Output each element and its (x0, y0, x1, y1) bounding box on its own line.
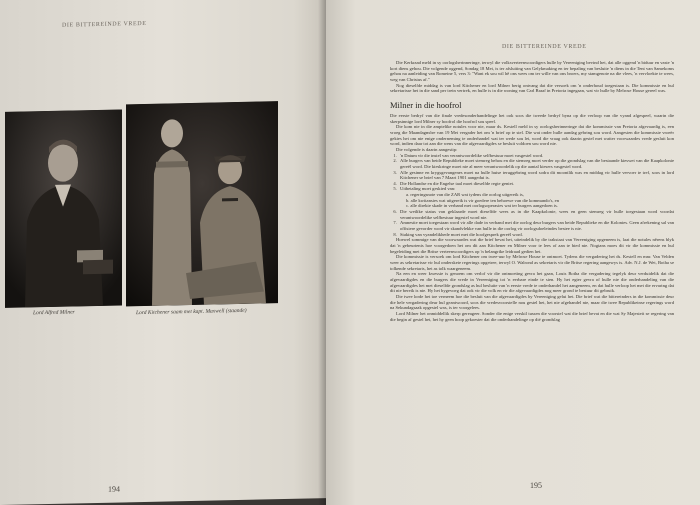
sub-list-item: b. alle kwitansies wat uitgereik is vir goedere ten behoewe van die kommando's, en (406, 197, 560, 203)
list-item: 8. Staking van vyandelikhede moet met die hoofgesprek gereël word. (398, 232, 674, 238)
sub-list-item: c. alle direkte skade in verband met oorlogsoperasies wat ter burgers aangedoen is. (406, 203, 558, 209)
section-heading: Milner in die hoofrol (390, 99, 462, 110)
paragraph: Die Kerkraad meld in sy oorlogsherinneringe, terwyl die volksverteenwoordigers hulle by Vereeniging bevind het, dat alle oggend 'n biduur en vaste 'n kort diens gehou. Die volgende oggend, Sondag 18 Mei, is ter afsluiting van Gelykmaking en ter bepaling van besluite 'n diens in die Tent van Samekoms gehou na aanleiding van Romeine 5, vers 3: "Want ek sou wil hê ons wees om ter wille van ons broers, my stamgenote na die vlees, 'n vervloekte te wees, weg van Christus af." (390, 60, 674, 82)
paragraph: Die kom nie in die amptelike notules voor nie, maar ds. Kestell meld in sy oorlogsherinneringe dat die kommissie van Pretoria afgevaardig is, een vroeg die Maandagmôre van 19 Mei vergader het om 'n brief op te stel. Die wat onder hulle aandag gebring sou word. Aangesien die kommissie vroeër gekies het om nie enige onderneming te onderhandel wat ter wede sou lei, word die vraag ook daarin gestel met watter voorwaardes vrede gesluit kon word, indien daar tot aan die wens van die afgevaardigdes se besluit voldoen sou word nie. (390, 124, 674, 147)
paragraph: Die volgende is daarin aangestip: (396, 146, 458, 152)
list-item: 2. Alle burgers van beide Republieke moet stemreg behou en die stemreg moet verder op die grondslag van die bestaande kieswet van die Kaapkolonie gereël word. Die kieskringe moet nie al meer verantwoordelik op die aantal kiesers vasgestel word. (398, 158, 674, 169)
list-item (398, 186, 674, 209)
portrait-kitchener-image (126, 101, 278, 306)
running-head-right: DIE BITTEREINDE VREDE (502, 44, 587, 50)
body-text (390, 60, 674, 322)
paragraph: Die eerste bedryf van die finale vredesonderhandelinge het ook soos die tweede bedryf byna op die verloop van die vyand afgespeel, waarin die skerpsinnige lord Milner sy hoofrol die hoofrol sou speel. (390, 112, 674, 124)
list-item: 1. 'n Datum vir die instel van verantwoordelike selfbestuur moet vasgestel word. (398, 153, 674, 159)
list-item: 4. Die Hollandse en die Engelse taal moet dieselfde regte geniet. (398, 181, 674, 187)
caption-milner: Lord Alfred Milner (33, 309, 75, 317)
sub-list-item: a. regeringsnote van die ZAR wat tydens die oorlog uitgereik is, (406, 192, 524, 198)
paragraph: Die twee lorde het toe verneem hoe die besluit van die afgevaardigdes by Vereeniging gelui het. Die brief wat die bittereinders in die kommissie deur die hele vergadering deur hul geantwoord, soos die vredesvoorstelle nou gestel het, het nie afgehandel nie, maar die twee Republikeinse regerings word na Sekundagsaak opgestel was, is ter voorgelees. (390, 293, 674, 311)
paragraph: Lord Milner het onmiddellik skerp gereageer. Sonder die enige verskil tussen die voorstel wat die brief bevat en die wat Sy Majesteit se regering van die begin af gestel het, het hy geen hoop gekoester dat die onderhandelinge op dié grondslag (390, 310, 674, 322)
sub-list (400, 192, 674, 209)
photo-kitchener-maxwell (126, 101, 278, 306)
photo-alfred-milner (5, 109, 122, 307)
right-page (326, 0, 700, 505)
paragraph: Na een en weer kwessie is genoem om verlof vir die ontmoeting gevra het gaan, Louis Botha die vergadering tegelyk deur verduidelik dat die afgevaardigdes en die burgers die vrede in Vereeniging tot 'n eerbare einde te sien. Hy het egter gevra of hulle nie die onderhandeling van die afgevaardigdes het met dieselfde grondslag as hul besluite van 'n eerste vrede te onderhandel het aangeneem, en dat hulle verloop het met die ervaring dat dit nie bereik is nie. Hy het bygevoeg dat ook vir die volk en vir die afgevaardigdes nog meer grond te bestuur dit gebruik. (390, 271, 674, 294)
page-number-left: 194 (108, 484, 120, 494)
page-number-right: 195 (530, 481, 542, 490)
list-item: 3. Alle gesinne en krygsgevangenes moet na hulle huise teruggebring word sodra dit moontlik was en middag vir hulle vervoer te tref, soos in lord Kitchener se brief van 7 Maart 1901 aangedui is. (398, 170, 674, 181)
running-head-left: DIE BITTEREINDE VREDE (62, 20, 147, 29)
list-item-text: Uitbetaling moet geskied van: (400, 186, 456, 192)
paragraph: Die kommissie is versoek om lord Kitchener om twee-uur by Melrose House te ontmoet. Tydens die vergadering het ds. Kestell en mnr. Van Velden weer as sekretarisse vir hul onderskeie regerings opgetree, terwyl O. Walrond as sekretaris vir die Britse regering aangewys is. Adv. N.J. de Wet, Botha se tolkende sekretaris, het as tolk waargeneem. (390, 254, 674, 271)
caption-kitchener: Lord Kitchener saam met kapt. Maxwell (staande) (136, 307, 247, 317)
list-item: 6. Die wetlike status van geklaarde moet dieselfde wees as in die Kaapkolonie, wees en geen stemreg vir hulle toegestaan word voordat verantwoordelike selfbestuur ingestel word nie. (398, 209, 674, 220)
conditions-list (390, 153, 674, 238)
paragraph: Nog dieselfde middag is van lord Kitchener en lord Milner berig ontvang dat die versoek om 'n onderhoud toegestaan is. Die kommissie en hul sekretarisse het in die sand per trein vertrek, en hulle is in die woning van Carl Braaf in Pretoria ingegaan, wat vir hulle by Melrose House gereel was. (390, 82, 674, 94)
left-page (0, 0, 326, 505)
paragraph: Hoewel sommige van die voorwaardes wat die brief bevat het, uiteindelik by die trakstaat van Vereeniging opgeneem is, laat die notules nêrens blyk dat 'n gebeurtenis hoe voorgedoen het om dit aan Kitchener en Milner voor te lees of aan te bied nie. Nogtans moes dit vir die kommissie en hul begeleiding met die Britse verteenwoordigers op 'n belangrike leidraad gedien het. (390, 237, 674, 254)
list-item: 7. Amnestie moet toegestaan word vir alle dade in verband met die oorlog deur burgers van beide Republieke en die Kolonies. Geen afrekening sal van offisiere gevorder word vir skandvlekke van hulle in die oorlog vir oorlogsdoeleindes bestee is nie. (398, 220, 674, 231)
portrait-milner-image (5, 109, 122, 307)
